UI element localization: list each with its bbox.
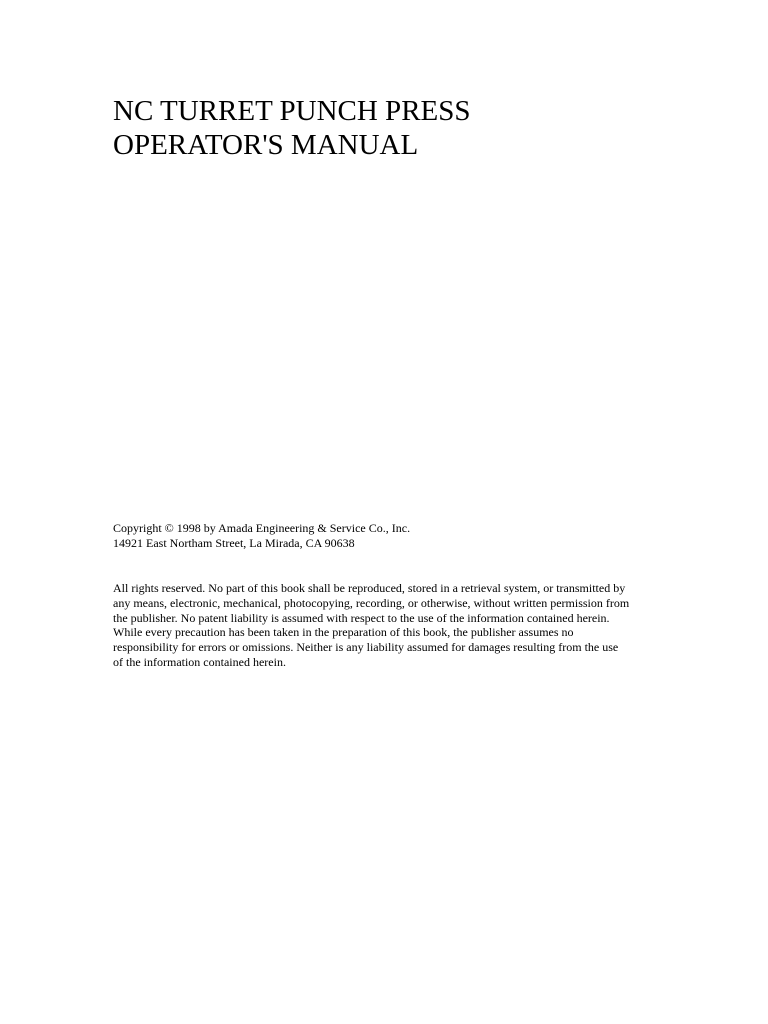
- rights-paragraph: [113, 581, 629, 670]
- title-line: NC TURRET PUNCH PRESS: [113, 95, 471, 127]
- rights-line: any means, electronic, mechanical, photocopying, recording, or otherwise, without written permission from: [113, 595, 630, 610]
- rights-line: of the information contained herein.: [113, 654, 286, 669]
- page-title: [113, 94, 471, 162]
- address-line: 14921 East Northam Street, La Mirada, CA 90638: [113, 536, 355, 550]
- copyright-notice: [113, 521, 410, 551]
- rights-line: All rights reserved. No part of this book shall be reproduced, stored in a retrieval system, or transmitted by: [113, 581, 626, 595]
- title-line: OPERATOR'S MANUAL: [113, 129, 419, 161]
- rights-line: While every precaution has been taken in the preparation of this book, the publisher assumes no: [113, 625, 574, 640]
- rights-line: the publisher. No patent liability is assumed with respect to the use of the information contained herein.: [113, 610, 610, 625]
- rights-line: responsibility for errors or omissions. Neither is any liability assumed for damages resulting from the use: [113, 640, 619, 655]
- copyright-line: Copyright © 1998 by Amada Engineering & Service Co., Inc.: [113, 521, 411, 535]
